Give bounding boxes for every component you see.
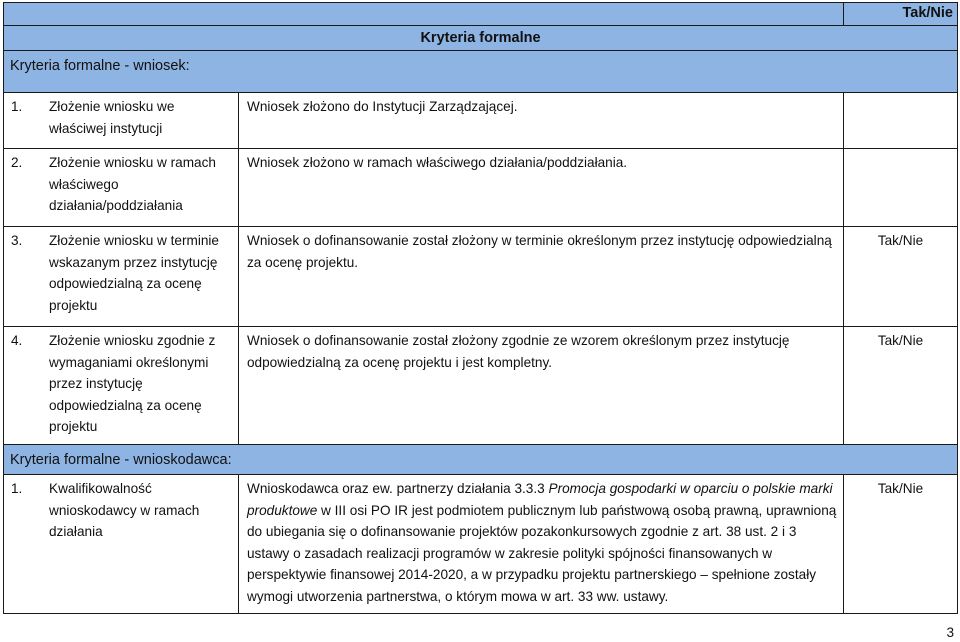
criterion-number: 1. [11,481,23,496]
criterion-label: Złożenie wniosku w ramach właściwego działania/poddziałania [49,155,216,213]
criterion-answer [844,149,958,227]
section-row-wnioskodawca [4,445,958,475]
header-title-row [4,26,958,51]
criterion-label: Złożenie wniosku w terminie wskazanym przez instytucję odpowiedzialną za ocenę projektu [49,233,219,313]
criterion-label: Złożenie wniosku zgodnie z wymaganiami określonymi przez instytucję odpowiedzialną za ocenę projektu [49,333,216,434]
criterion-description: Wniosek złożono do Instytucji Zarządzającej. [239,93,844,149]
table-row [4,149,958,227]
table-row [4,93,958,149]
page-number: 3 [946,625,954,640]
section-heading-wniosek: Kryteria formalne - wniosek: [4,51,958,93]
criterion-answer: Tak/Nie [844,475,958,614]
criteria-table [3,2,958,614]
table-row [4,475,958,614]
criterion-number: 2. [11,155,23,170]
criterion-answer: Tak/Nie [844,327,958,445]
section-heading-wnioskodawca: Kryteria formalne - wnioskodawca: [4,445,958,475]
criterion-answer: Tak/Nie [844,227,958,327]
criterion-description: Wniosek o dofinansowanie został złożony w terminie określonym przez instytucję odpowiedzialną za ocenę projektu. [239,227,844,327]
table-row [4,327,958,445]
table-title: Kryteria formalne [4,26,958,51]
criterion-description: Wniosek o dofinansowanie został złożony zgodnie ze wzorem określonym przez instytucję odpowiedzialną za ocenę projektu i jest kompletny. [239,327,844,445]
header-top-row [4,3,958,26]
criterion-label: Złożenie wniosku we właściwej instytucji [49,99,175,136]
criterion-description: Wnioskodawca oraz ew. partnerzy działania 3.3.3 Promocja gospodarki w oparciu o polskie marki produktowe w III osi PO IR jest podmiotem publicznym lub państwową osobą prawną, uprawnioną do ubiegania się o dofinansowanie projektów pozakonkursowych zgodnie z art. 38 ust. 2 i 3 ustawy o zasadach realizacji programów w zakresie polityki spójności finansowanych w perspektywie finansowej 2014-2020, a w przypadku projektu partnerskiego – spełnione zostały wymogi utworzenia partnerstwa, o którym mowa w art. 33 ww. ustawy. [239,475,844,614]
criterion-answer [844,93,958,149]
table-row [4,227,958,327]
criterion-number: 1. [11,99,23,114]
criterion-description: Wniosek złożono w ramach właściwego działania/poddziałania. [239,149,844,227]
section-row-wniosek [4,51,958,93]
criterion-label: Kwalifikowalność wnioskodawcy w ramach działania [49,481,200,539]
program-name-italic: Promocja gospodarki w oparciu o polskie marki produktowe [247,481,833,518]
criterion-number: 4. [11,333,23,348]
header-tak-nie: Tak/Nie [844,3,958,26]
criterion-number: 3. [11,233,23,248]
